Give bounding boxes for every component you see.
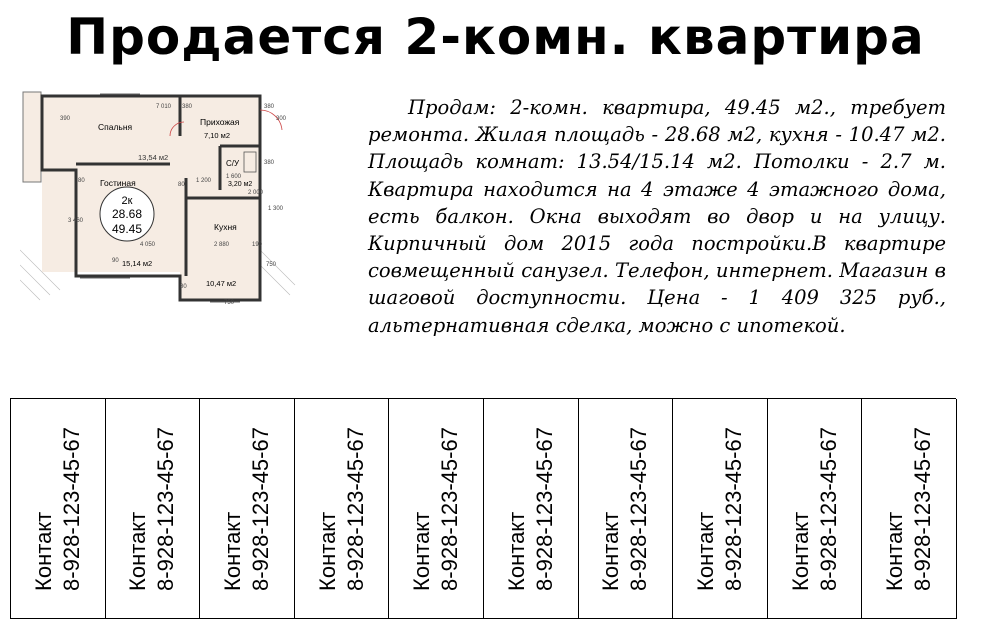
tear-off-tab[interactable]	[294, 399, 390, 619]
dim-label: 1 200	[196, 178, 212, 184]
tear-off-contacts	[10, 398, 956, 619]
tab-phone: 8-928-123-45-67	[910, 426, 936, 591]
total-area: 49.45	[111, 222, 143, 236]
tab-phone: 8-928-123-45-67	[153, 426, 179, 591]
tab-phone: 8-928-123-45-67	[720, 426, 746, 591]
dim-label: 380	[182, 104, 193, 110]
dim-label: 380	[264, 104, 275, 110]
tab-phone: 8-928-123-45-67	[342, 426, 368, 591]
dim-label: 4 050	[140, 242, 156, 248]
listing-description: Продам: 2-комн. квартира, 49.45 м2., требует ремонта. Жилая площадь - 28.68 м2, кухня - 10.47 м2. Площадь комнат: 13.54/15.14 м2. Потолки - 2.7 м. Квартира находится на 4 этаже 4 этажного дома, есть балкон. Окна выходят во двор и на улицу. Кирпичный дом 2015 года постройки.В квартире совмещенный санузел. Телефон, интернет. Магазин в шаговой доступности. Цена - 1 409 325 руб., альтернативная сделка, можно с ипотекой.	[368, 96, 946, 337]
tear-off-tab[interactable]	[578, 399, 674, 619]
dim-label: 80	[180, 284, 187, 290]
tab-label: Контакт	[125, 511, 151, 591]
living-total: 28.68	[111, 207, 143, 221]
tab-label: Контакт	[219, 511, 245, 591]
bathroom-label: С/У	[226, 159, 240, 168]
tab-phone: 8-928-123-45-67	[626, 426, 652, 591]
living-area: 15,14 м2	[122, 259, 153, 268]
tear-off-tab[interactable]	[388, 399, 484, 619]
dim-label: 3 460	[68, 218, 84, 224]
tab-label: Контакт	[314, 511, 340, 591]
tear-off-tab[interactable]	[672, 399, 768, 619]
hallway-label: Прихожая	[200, 117, 240, 127]
tab-phone: 8-928-123-45-67	[815, 426, 841, 591]
balcony	[23, 92, 41, 182]
tear-off-tab[interactable]	[767, 399, 863, 619]
dim-label: 1 300	[268, 206, 284, 212]
hallway-area: 7,10 м2	[204, 131, 231, 140]
dim-label: 1 600	[226, 174, 242, 180]
bedroom-area: 13,54 м2	[138, 153, 169, 162]
dim-label: 390	[60, 116, 71, 122]
tear-off-tab[interactable]	[105, 399, 201, 619]
dim-label: 750	[224, 300, 235, 306]
bedroom-label: Спальня	[98, 122, 133, 132]
dim-label: 7 010	[156, 104, 172, 110]
dim-label: 2 000	[248, 190, 264, 196]
tear-off-tab[interactable]	[10, 399, 106, 619]
tab-label: Контакт	[503, 511, 529, 591]
dim-label: 190	[252, 242, 263, 248]
bathroom-area: 3,20 м2	[228, 181, 253, 188]
rooms-code: 2к	[121, 195, 133, 207]
floor-plan	[20, 90, 300, 315]
tear-off-tab[interactable]	[861, 399, 957, 619]
kitchen-area: 10,47 м2	[206, 279, 237, 288]
living-label: Гостиная	[100, 178, 136, 188]
dim-label: 380	[264, 160, 275, 166]
tab-phone: 8-928-123-45-67	[437, 426, 463, 591]
dim-label: 300	[276, 116, 287, 122]
dim-label: 750	[266, 262, 277, 268]
dim-label: 2 880	[214, 242, 230, 248]
dim-label: 80	[78, 178, 85, 184]
dim-label: 90	[112, 258, 119, 264]
tear-off-tab[interactable]	[199, 399, 295, 619]
tab-label: Контакт	[409, 511, 435, 591]
tab-label: Контакт	[787, 511, 813, 591]
tab-label: Контакт	[30, 511, 56, 591]
kitchen-label: Кухня	[214, 222, 237, 232]
tab-label: Контакт	[598, 511, 624, 591]
dim-label: 80	[178, 182, 185, 188]
tab-label: Контакт	[882, 511, 908, 591]
floor-plan-drawing	[20, 90, 300, 315]
tab-label: Контакт	[692, 511, 718, 591]
tear-off-tab[interactable]	[483, 399, 579, 619]
tab-phone: 8-928-123-45-67	[531, 426, 557, 591]
tab-phone: 8-928-123-45-67	[247, 426, 273, 591]
page-title: Продается 2-комн. квартира	[66, 8, 925, 66]
tab-phone: 8-928-123-45-67	[58, 426, 84, 591]
